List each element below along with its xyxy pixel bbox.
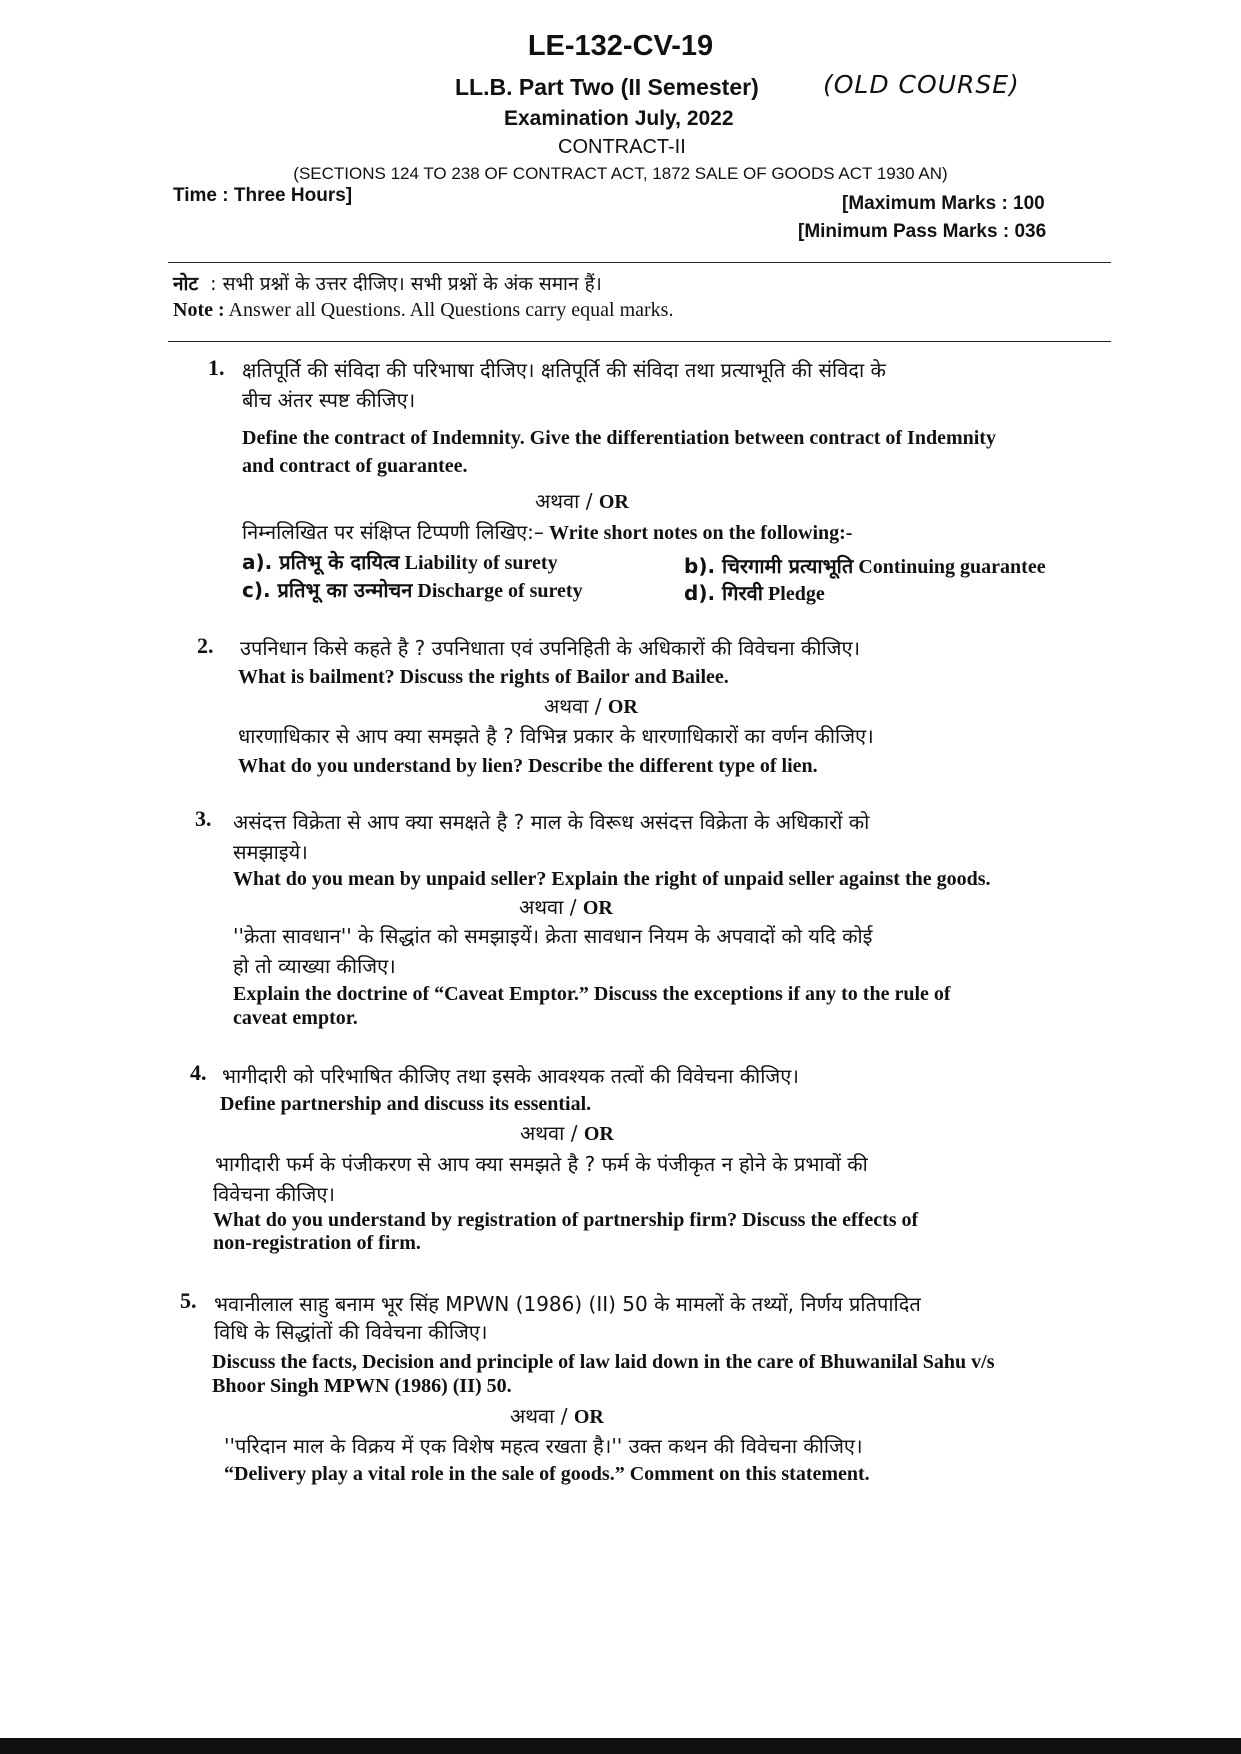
question-hindi: समझाइये। bbox=[233, 840, 308, 864]
question-hindi: बीच अंतर स्पष्ट कीजिए। bbox=[242, 388, 416, 412]
question-english: What is bailment? Discuss the rights of Bailor and Bailee. bbox=[238, 666, 729, 688]
question-english: and contract of guarantee. bbox=[242, 455, 468, 477]
subject-title: CONTRACT-II bbox=[558, 136, 686, 158]
time-allowed: Time : Three Hours] bbox=[173, 185, 353, 206]
scan-bottom-edge bbox=[0, 1738, 1241, 1754]
or-separator: अथवा / OR bbox=[544, 694, 638, 718]
question-hindi: हो तो व्याख्या कीजिए। bbox=[233, 954, 396, 978]
question-hindi: उपनिधान किसे कहते है ? उपनिधाता एवं उपनिहिती के अधिकारों की विवेचना कीजिए। bbox=[240, 636, 861, 660]
question-hindi: धारणाधिकार से आप क्या समझते है ? विभिन्न प्रकार के धारणाधिकारों का वर्णन कीजिए। bbox=[238, 724, 874, 748]
short-note-item: c). प्रतिभू का उन्मोचन Discharge of surety bbox=[242, 578, 583, 602]
question-number: 1. bbox=[208, 355, 225, 380]
or-separator: अथवा / OR bbox=[520, 1121, 614, 1145]
note-divider bbox=[168, 341, 1111, 342]
question-number: 3. bbox=[195, 806, 212, 831]
question-number: 5. bbox=[180, 1288, 197, 1313]
or-separator: अथवा / OR bbox=[535, 489, 629, 513]
short-note-item: d). गिरवी Pledge bbox=[684, 581, 825, 605]
course-title: LL.B. Part Two (II Semester) bbox=[455, 74, 759, 100]
or-separator: अथवा / OR bbox=[510, 1404, 604, 1428]
question-english: caveat emptor. bbox=[233, 1007, 358, 1029]
short-notes-intro: निम्नलिखित पर संक्षिप्त टिप्पणी लिखिए:– Write short notes on the following:- bbox=[242, 520, 853, 544]
question-english: What do you understand by lien? Describe the different type of lien. bbox=[238, 755, 818, 777]
question-english: Bhoor Singh MPWN (1986) (II) 50. bbox=[212, 1375, 512, 1397]
question-hindi: विधि के सिद्धांतों की विवेचना कीजिए। bbox=[214, 1320, 488, 1344]
english-note: Note : Answer all Questions. All Questions carry equal marks. bbox=[173, 299, 674, 321]
short-note-item: b). चिरगामी प्रत्याभूति Continuing guarantee bbox=[684, 554, 1046, 578]
question-english: Discuss the facts, Decision and principle of law laid down in the care of Bhuwanilal Sahu v/s bbox=[212, 1351, 995, 1373]
question-hindi: ''परिदान माल के विक्रय में एक विशेष महत्व रखता है।'' उक्त कथन की विवेचना कीजिए। bbox=[224, 1434, 863, 1458]
paper-code: LE-132-CV-19 bbox=[527, 30, 714, 62]
question-hindi: विवेचना कीजिए। bbox=[213, 1182, 335, 1206]
question-english: non-registration of firm. bbox=[213, 1232, 421, 1254]
question-number: 2. bbox=[197, 633, 214, 658]
handwritten-note: (OLD COURSE) bbox=[823, 70, 1020, 99]
question-english: What do you understand by registration of partnership firm? Discuss the effects of bbox=[213, 1209, 919, 1231]
question-english: Define partnership and discuss its essential. bbox=[220, 1093, 592, 1115]
or-separator: अथवा / OR bbox=[519, 895, 613, 919]
maximum-marks: [Maximum Marks : 100 bbox=[842, 193, 1045, 214]
question-english: What do you mean by unpaid seller? Explain the right of unpaid seller against the goods. bbox=[233, 868, 991, 890]
sections-covered: (SECTIONS 124 TO 238 OF CONTRACT ACT, 1872 SALE OF GOODS ACT 1930 AN) bbox=[293, 164, 948, 183]
question-hindi: भवानीलाल साहु बनाम भूर सिंह MPWN (1986) (II) 50 के मामलों के तथ्यों, निर्णय प्रतिपादित bbox=[214, 1292, 921, 1316]
question-hindi: असंदत्त विक्रेता से आप क्या समक्षते है ? माल के विरूध असंदत्त विक्रेता के अधिकारों को bbox=[233, 810, 870, 834]
question-hindi: भागीदारी फर्म के पंजीकरण से आप क्या समझते है ? फर्म के पंजीकृत न होने के प्रभावों की bbox=[215, 1152, 868, 1176]
header-divider bbox=[168, 262, 1111, 263]
hindi-note: नोट : सभी प्रश्नों के उत्तर दीजिए। सभी प्रश्नों के अंक समान हैं। bbox=[173, 273, 602, 295]
exam-session: Examination July, 2022 bbox=[504, 107, 734, 130]
question-hindi: भागीदारी को परिभाषित कीजिए तथा इसके आवश्यक तत्वों की विवेचना कीजिए। bbox=[222, 1064, 799, 1088]
question-number: 4. bbox=[190, 1060, 207, 1085]
question-english: “Delivery play a vital role in the sale of goods.” Comment on this statement. bbox=[224, 1463, 870, 1485]
question-hindi: क्षतिपूर्ति की संविदा की परिभाषा दीजिए। क्षतिपूर्ति की संविदा तथा प्रत्याभूति की संविदा के bbox=[242, 358, 886, 382]
question-hindi: ''क्रेता सावधान'' के सिद्धांत को समझाइयें। क्रेता सावधान नियम के अपवादों को यदि कोई bbox=[233, 924, 873, 948]
short-note-item: a). प्रतिभू के दायित्व Liability of surety bbox=[242, 550, 558, 574]
question-english: Define the contract of Indemnity. Give the differentiation between contract of Indemnity bbox=[242, 427, 996, 449]
minimum-pass-marks: [Minimum Pass Marks : 036 bbox=[798, 221, 1047, 242]
question-english: Explain the doctrine of “Caveat Emptor.” Discuss the exceptions if any to the rule of bbox=[233, 983, 951, 1005]
